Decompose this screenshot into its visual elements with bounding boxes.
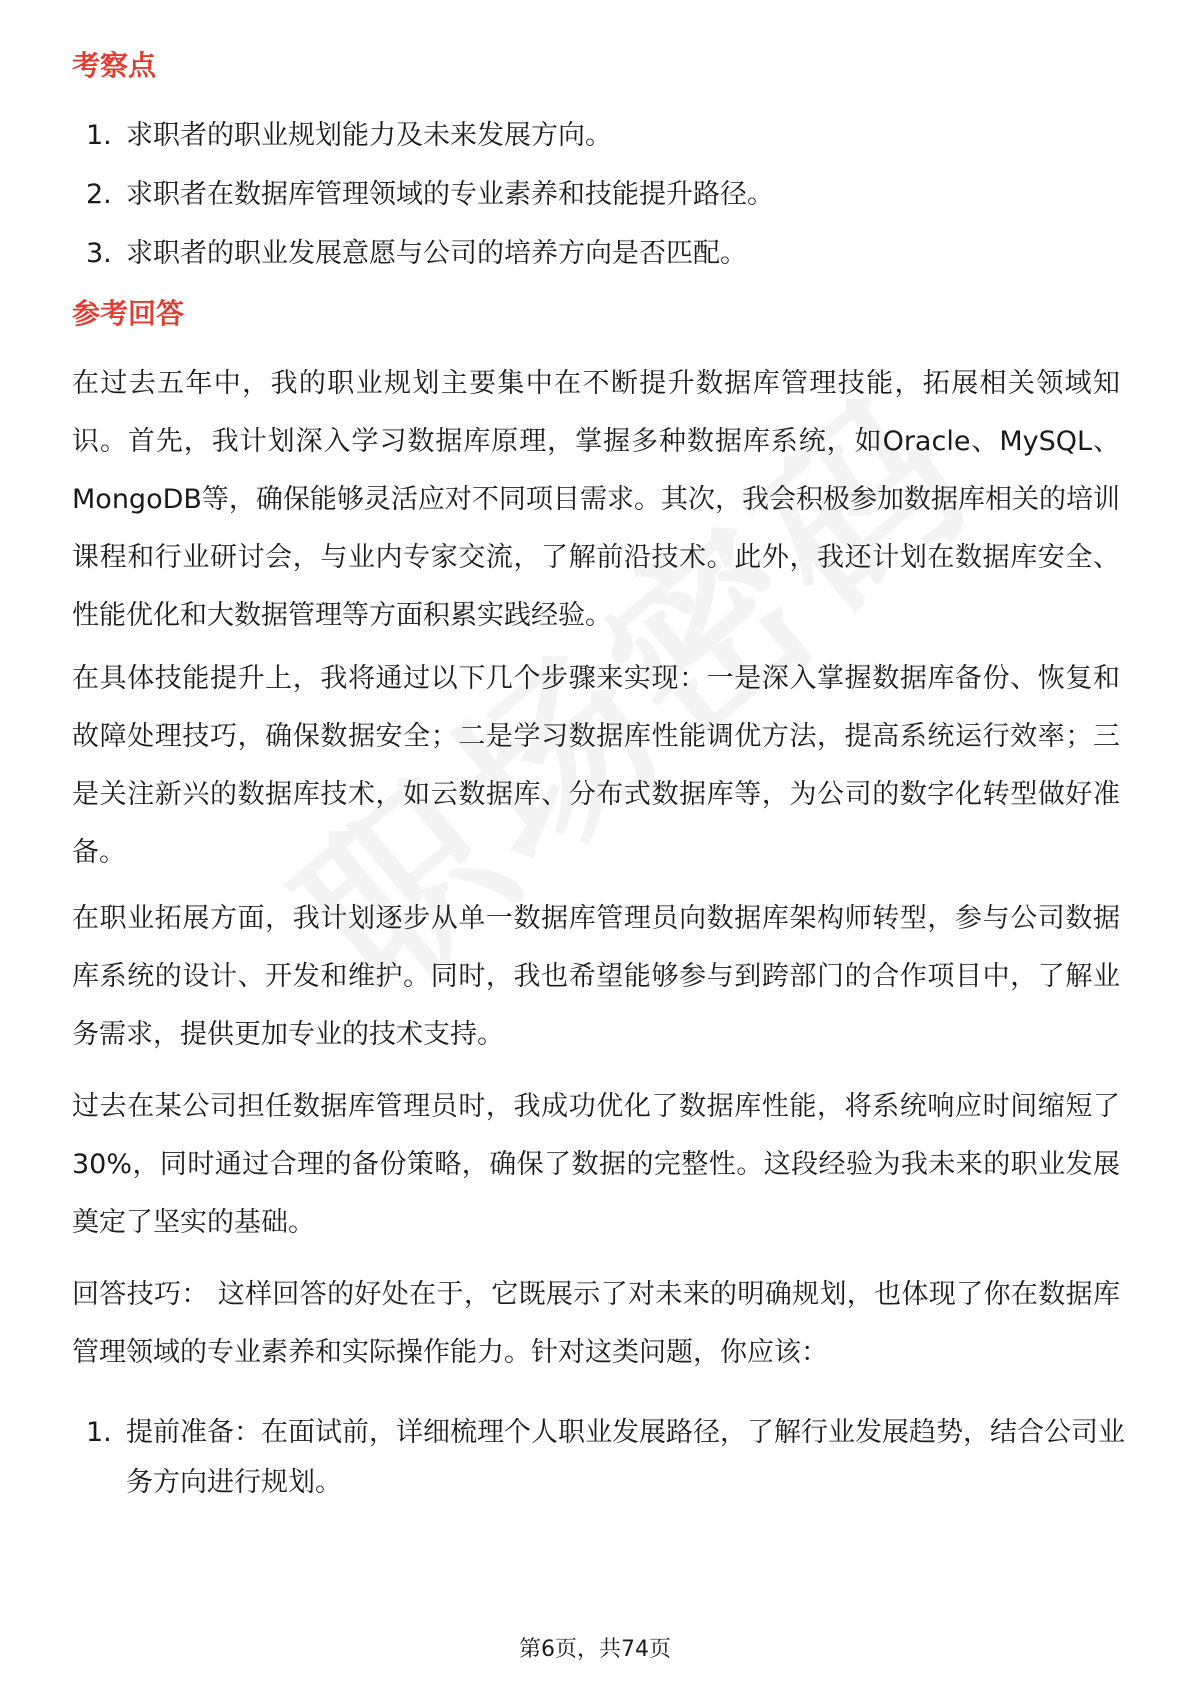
list-text: 求职者在数据库管理领域的专业素养和技能提升路径。: [126, 179, 774, 210]
list-text: 求职者的职业发展意愿与公司的培养方向是否匹配。: [126, 238, 747, 269]
page-number: 第6页，共74页: [519, 1637, 671, 1662]
list-item: [86, 116, 1126, 156]
list-item: [86, 1408, 1126, 1508]
list-number: 1.: [86, 120, 112, 151]
list-number: 3.: [86, 238, 112, 269]
tips-list: [86, 1408, 1126, 1527]
list-text: 求职者的职业规划能力及未来发展方向。: [126, 120, 612, 151]
criteria-list: [86, 116, 1126, 293]
list-number: 1.: [86, 1417, 112, 1448]
answer-paragraph-1: 在过去五年中，我的职业规划主要集中在不断提升数据库管理技能，拓展相关领域知识。首先，我计划深入学习数据库原理，掌握多种数据库系统，如Oracle、MySQL、MongoDB等，确保能够灵活应对不同项目需求。其次，我会积极参加数据库相关的培训课程和行业研讨会，与业内专家交流，了解前沿技术。此外，我还计划在数据库安全、性能优化和大数据管理等方面积累实践经验。: [72, 368, 1120, 631]
answer-paragraph-2: 在具体技能提升上，我将通过以下几个步骤来实现：一是深入掌握数据库备份、恢复和故障处理技巧，确保数据安全；二是学习数据库性能调优方法，提高系统运行效率；三是关注新兴的数据库技术，如云数据库、分布式数据库等，为公司的数字化转型做好准备。: [72, 663, 1120, 868]
list-text: 提前准备：在面试前，详细梳理个人职业发展路径，了解行业发展趋势，结合公司业务方向进行规划。: [126, 1417, 1125, 1498]
section-title-cankaohuida: 参考回答: [72, 297, 185, 330]
list-item: [86, 234, 1126, 274]
answer-tips-intro: 回答技巧： 这样回答的好处在于，它既展示了对未来的明确规划，也体现了你在数据库管理领域的专业素养和实际操作能力。针对这类问题，你应该：: [72, 1279, 1120, 1368]
list-number: 2.: [86, 179, 112, 210]
answer-paragraph-3: 在职业拓展方面，我计划逐步从单一数据库管理员向数据库架构师转型，参与公司数据库系统的设计、开发和维护。同时，我也希望能够参与到跨部门的合作项目中，了解业务需求，提供更加专业的技术支持。: [72, 903, 1120, 1050]
list-item: [86, 175, 1126, 215]
section-title-kaochadian: 考察点: [72, 49, 157, 82]
answer-paragraph-4: 过去在某公司担任数据库管理员时，我成功优化了数据库性能，将系统响应时间缩短了30%，同时通过合理的备份策略，确保了数据的完整性。这段经验为我未来的职业发展奠定了坚实的基础。: [72, 1091, 1120, 1238]
